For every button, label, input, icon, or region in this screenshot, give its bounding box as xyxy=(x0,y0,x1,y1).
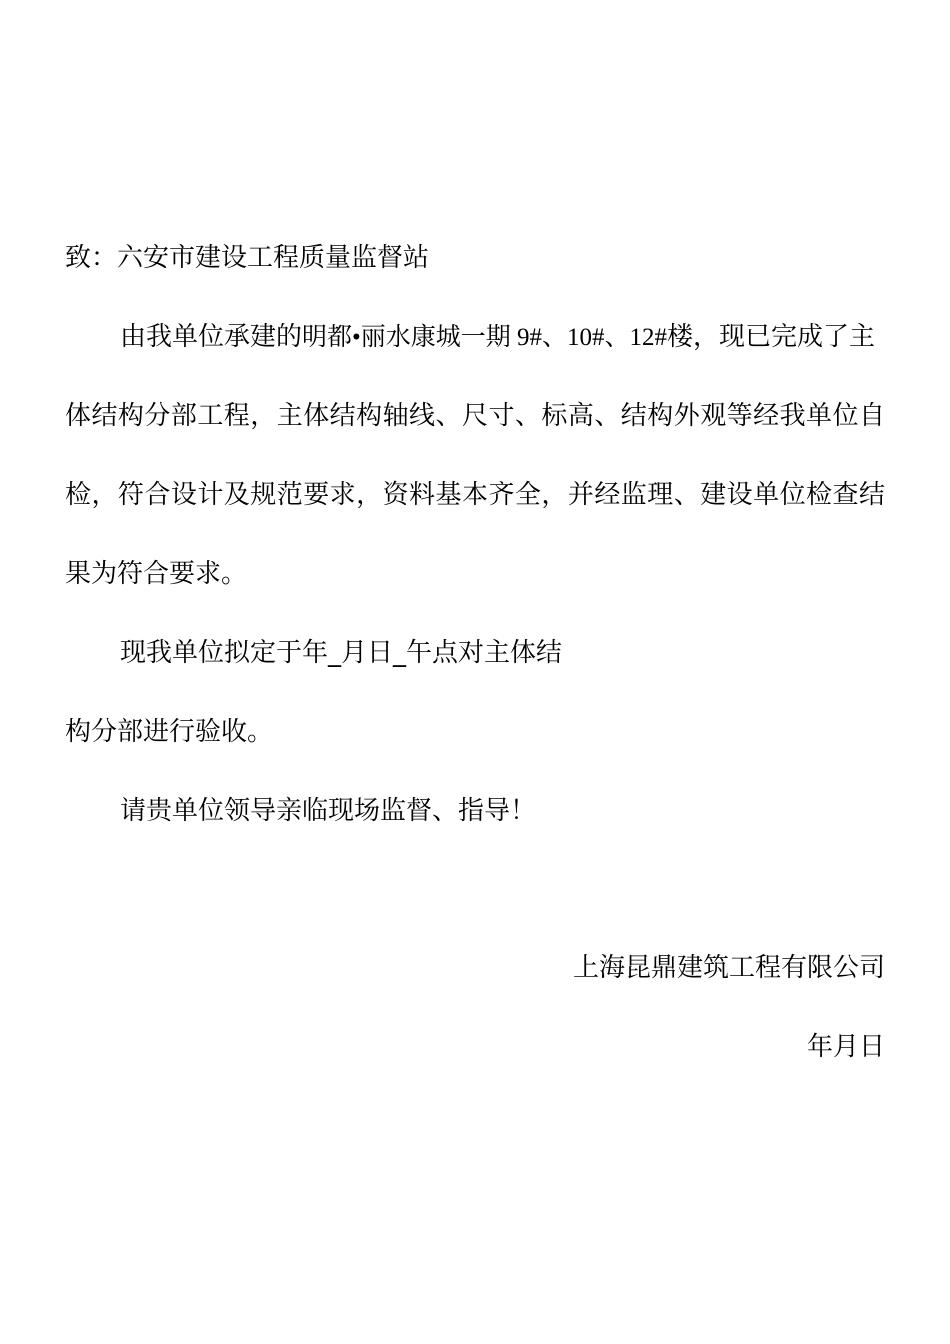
paragraph-2-line-1: 现我单位拟定于年_月日_午点对主体结 xyxy=(120,638,563,668)
signature-date: 年月日 xyxy=(806,1032,885,1062)
paragraph-1-line-1 xyxy=(120,322,875,353)
paragraph-1-line-4: 果为符合要求。 xyxy=(65,559,248,589)
project-name: 明都•丽水康城一期 9#、10#、12# xyxy=(302,324,668,351)
paragraph-1-line-3: 检，符合设计及规范要求，资料基本齐全，并经监理、建设单位检查结 xyxy=(65,480,885,510)
paragraph-2-line-2: 构分部进行验收。 xyxy=(65,717,274,747)
para1-suffix: 楼，现已完成了主 xyxy=(667,322,876,352)
paragraph-3: 请贵单位领导亲临现场监督、指导！ xyxy=(120,796,537,826)
paragraph-1-line-2: 体结构分部工程，主体结构轴线、尺寸、标高、结构外观等经我单位自 xyxy=(65,401,885,431)
para1-prefix: 由我单位承建的 xyxy=(120,322,303,352)
signature-company: 上海昆鼎建筑工程有限公司 xyxy=(572,953,885,983)
addressee-line: 致：六安市建设工程质量监督站 xyxy=(65,243,430,273)
